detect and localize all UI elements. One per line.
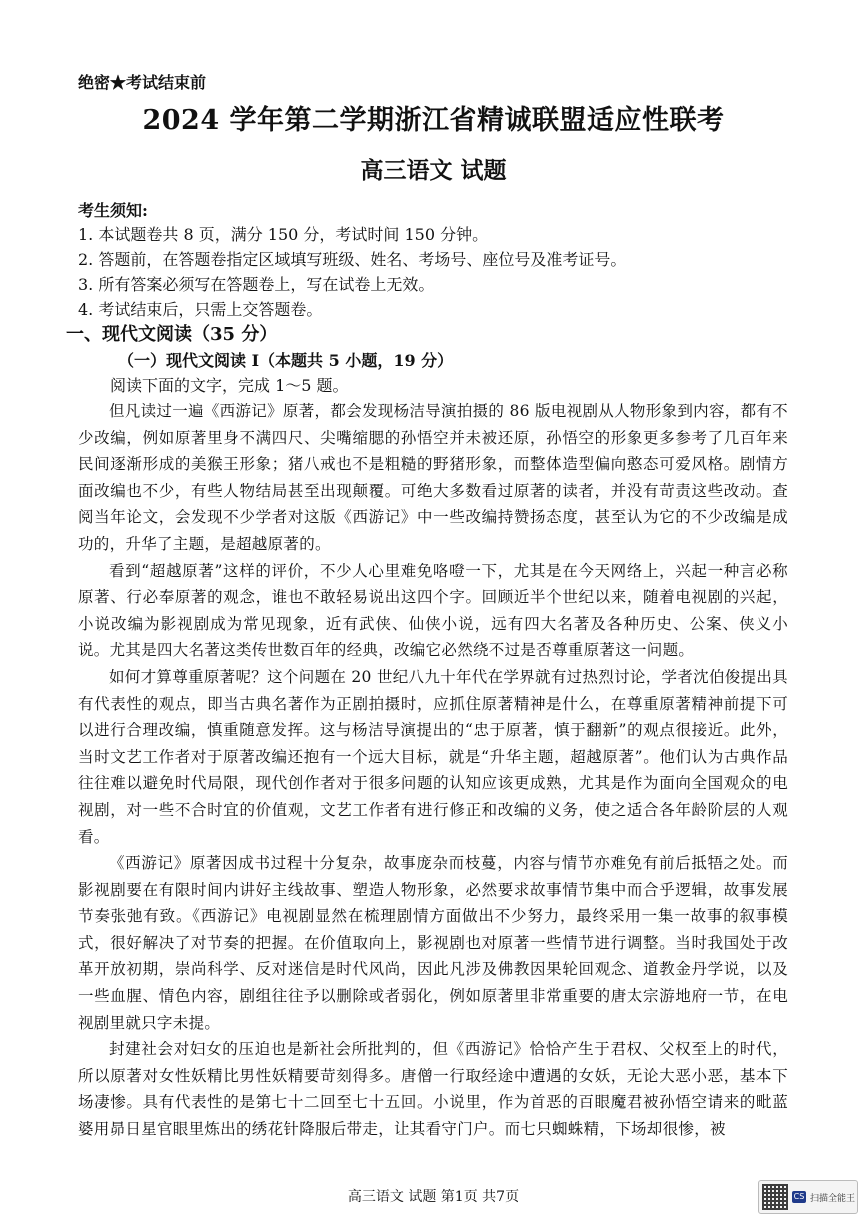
notice-item: 4. 考试结束后，只需上交答题卷。 xyxy=(78,300,323,319)
exam-title: 2024 学年第二学期浙江省精诚联盟适应性联考 xyxy=(142,105,725,136)
secret-label: 绝密★考试结束前 xyxy=(78,73,207,92)
reading-passage xyxy=(78,398,788,1143)
passage-paragraph: 《西游记》原著因成书过程十分复杂，故事庞杂而枝蔓，内容与情节亦难免有前后抵牾之处。而影视剧要在有限时间内讲好主线故事、塑造人物形象，必然要求故事情节集中而合乎逻辑，故事发展节奏张弛有致。《西游记》电视剧显然在梳理剧情方面做出不少努力，最终采用一集一故事的叙事模式，很好解决了对节奏的把握。在价值取向上，影视剧也对原著一些情节进行调整。当时我国处于改革开放初期，崇尚科学、反对迷信是时代风尚，因此凡涉及佛教因果轮回观念、道教金丹学说，以及一些血腥、情色内容，剧组往往予以删除或者弱化，例如原著里非常重要的唐太宗游地府一节，在电视剧里就只字未提。 xyxy=(78,854,788,1032)
passage-paragraph: 但凡读过一遍《西游记》原著，都会发现杨洁导演拍摄的 86 版电视剧从人物形象到内容，都有不少改编，例如原著里身不满四尺、尖嘴缩腮的孙悟空并未被还原，孙悟空的形象更多参考了几百年来民间逐渐形成的美猴王形象；猪八戒也不是粗糙的野猪形象，而整体造型偏向憨态可爱风格。剧情方面改编也不少，有些人物结局甚至出现颠覆。可绝大多数看过原著的读者，并没有苛责这些改动。查阅当年论文，会发现不少学者对这版《西游记》中一些改编持赞扬态度，甚至认为它的不少改编是成功的，升华了主题，是超越原著的。 xyxy=(78,402,788,553)
cs-logo-icon: CS xyxy=(793,1192,805,1201)
passage-paragraph: 封建社会对妇女的压迫也是新社会所批判的，但《西游记》恰恰产生于君权、父权至上的时代，所以原著对女性妖精比男性妖精要苛刻得多。唐僧一行取经途中遭遇的女妖，无论大恶小恶，基本下场凄惨。具有代表性的是第七十二回至七十五回。小说里，作为首恶的百眼魔君被孙悟空请来的毗蓝婆用昴日星官眼里炼出的绣花针降服后带走，让其看守门户。而七只蜘蛛精，下场却很惨，被 xyxy=(78,1040,788,1139)
passage-paragraph: 看到“超越原著”这样的评价，不少人心里难免咯噔一下，尤其是在今天网络上，兴起一种言必称原著、行必奉原著的观念，谁也不敢轻易说出这四个字。回顾近半个世纪以来，随着电视剧的兴起，小说改编为影视剧成为常见现象，近有武侠、仙侠小说，远有四大名著及各种历史、公案、侠义小说。尤其是四大名著这类传世数百年的经典，改编它必然绕不过是否尊重原著这一问题。 xyxy=(78,561,788,660)
notice-heading: 考生须知: xyxy=(78,201,148,220)
exam-subtitle: 高三语文 试题 xyxy=(360,157,507,184)
scanner-brand: 扫描全能王 xyxy=(810,1193,856,1204)
notice-item: 3. 所有答案必须写在答题卷上，写在试卷上无效。 xyxy=(78,275,435,294)
qr-code-icon xyxy=(762,1184,788,1210)
notice-item: 1. 本试题卷共 8 页，满分 150 分，考试时间 150 分钟。 xyxy=(78,225,489,244)
reading-instruction: 阅读下面的文字，完成 1～5 题。 xyxy=(110,376,349,395)
subsection-heading: （一）现代文阅读 I（本题共 5 小题，19 分） xyxy=(118,351,454,370)
passage-paragraph: 如何才算尊重原著呢？这个问题在 20 世纪八九十年代在学界就有过热烈讨论，学者沈伯俊提出具有代表性的观点，即当古典名著作为正剧拍摄时，应抓住原著精神是什么，在尊重原著精神前提下可以进行合理改编，慎重随意发挥。这与杨洁导演提出的“忠于原著，慎于翻新”的观点很接近。此外，当时文艺工作者对于原著改编还抱有一个远大目标，就是“升华主题，超越原著”。他们认为古典作品往往难以避免时代局限，现代创作者对于很多问题的认知应该更成熟，尤其是作为面向全国观众的电视剧，对一些不合时宜的价值观，文艺工作者有进行修正和改编的义务，使之适合各年龄阶层的人观看。 xyxy=(78,667,788,846)
notice-item: 2. 答题前，在答题卷指定区域填写班级、姓名、考场号、座位号及准考证号。 xyxy=(78,250,627,269)
section-heading: 一、现代文阅读（35 分） xyxy=(66,324,278,345)
scanner-watermark xyxy=(758,1180,858,1214)
page-footer: 高三语文 试题 第1页 共7页 xyxy=(347,1189,520,1205)
notice-list xyxy=(78,222,798,322)
